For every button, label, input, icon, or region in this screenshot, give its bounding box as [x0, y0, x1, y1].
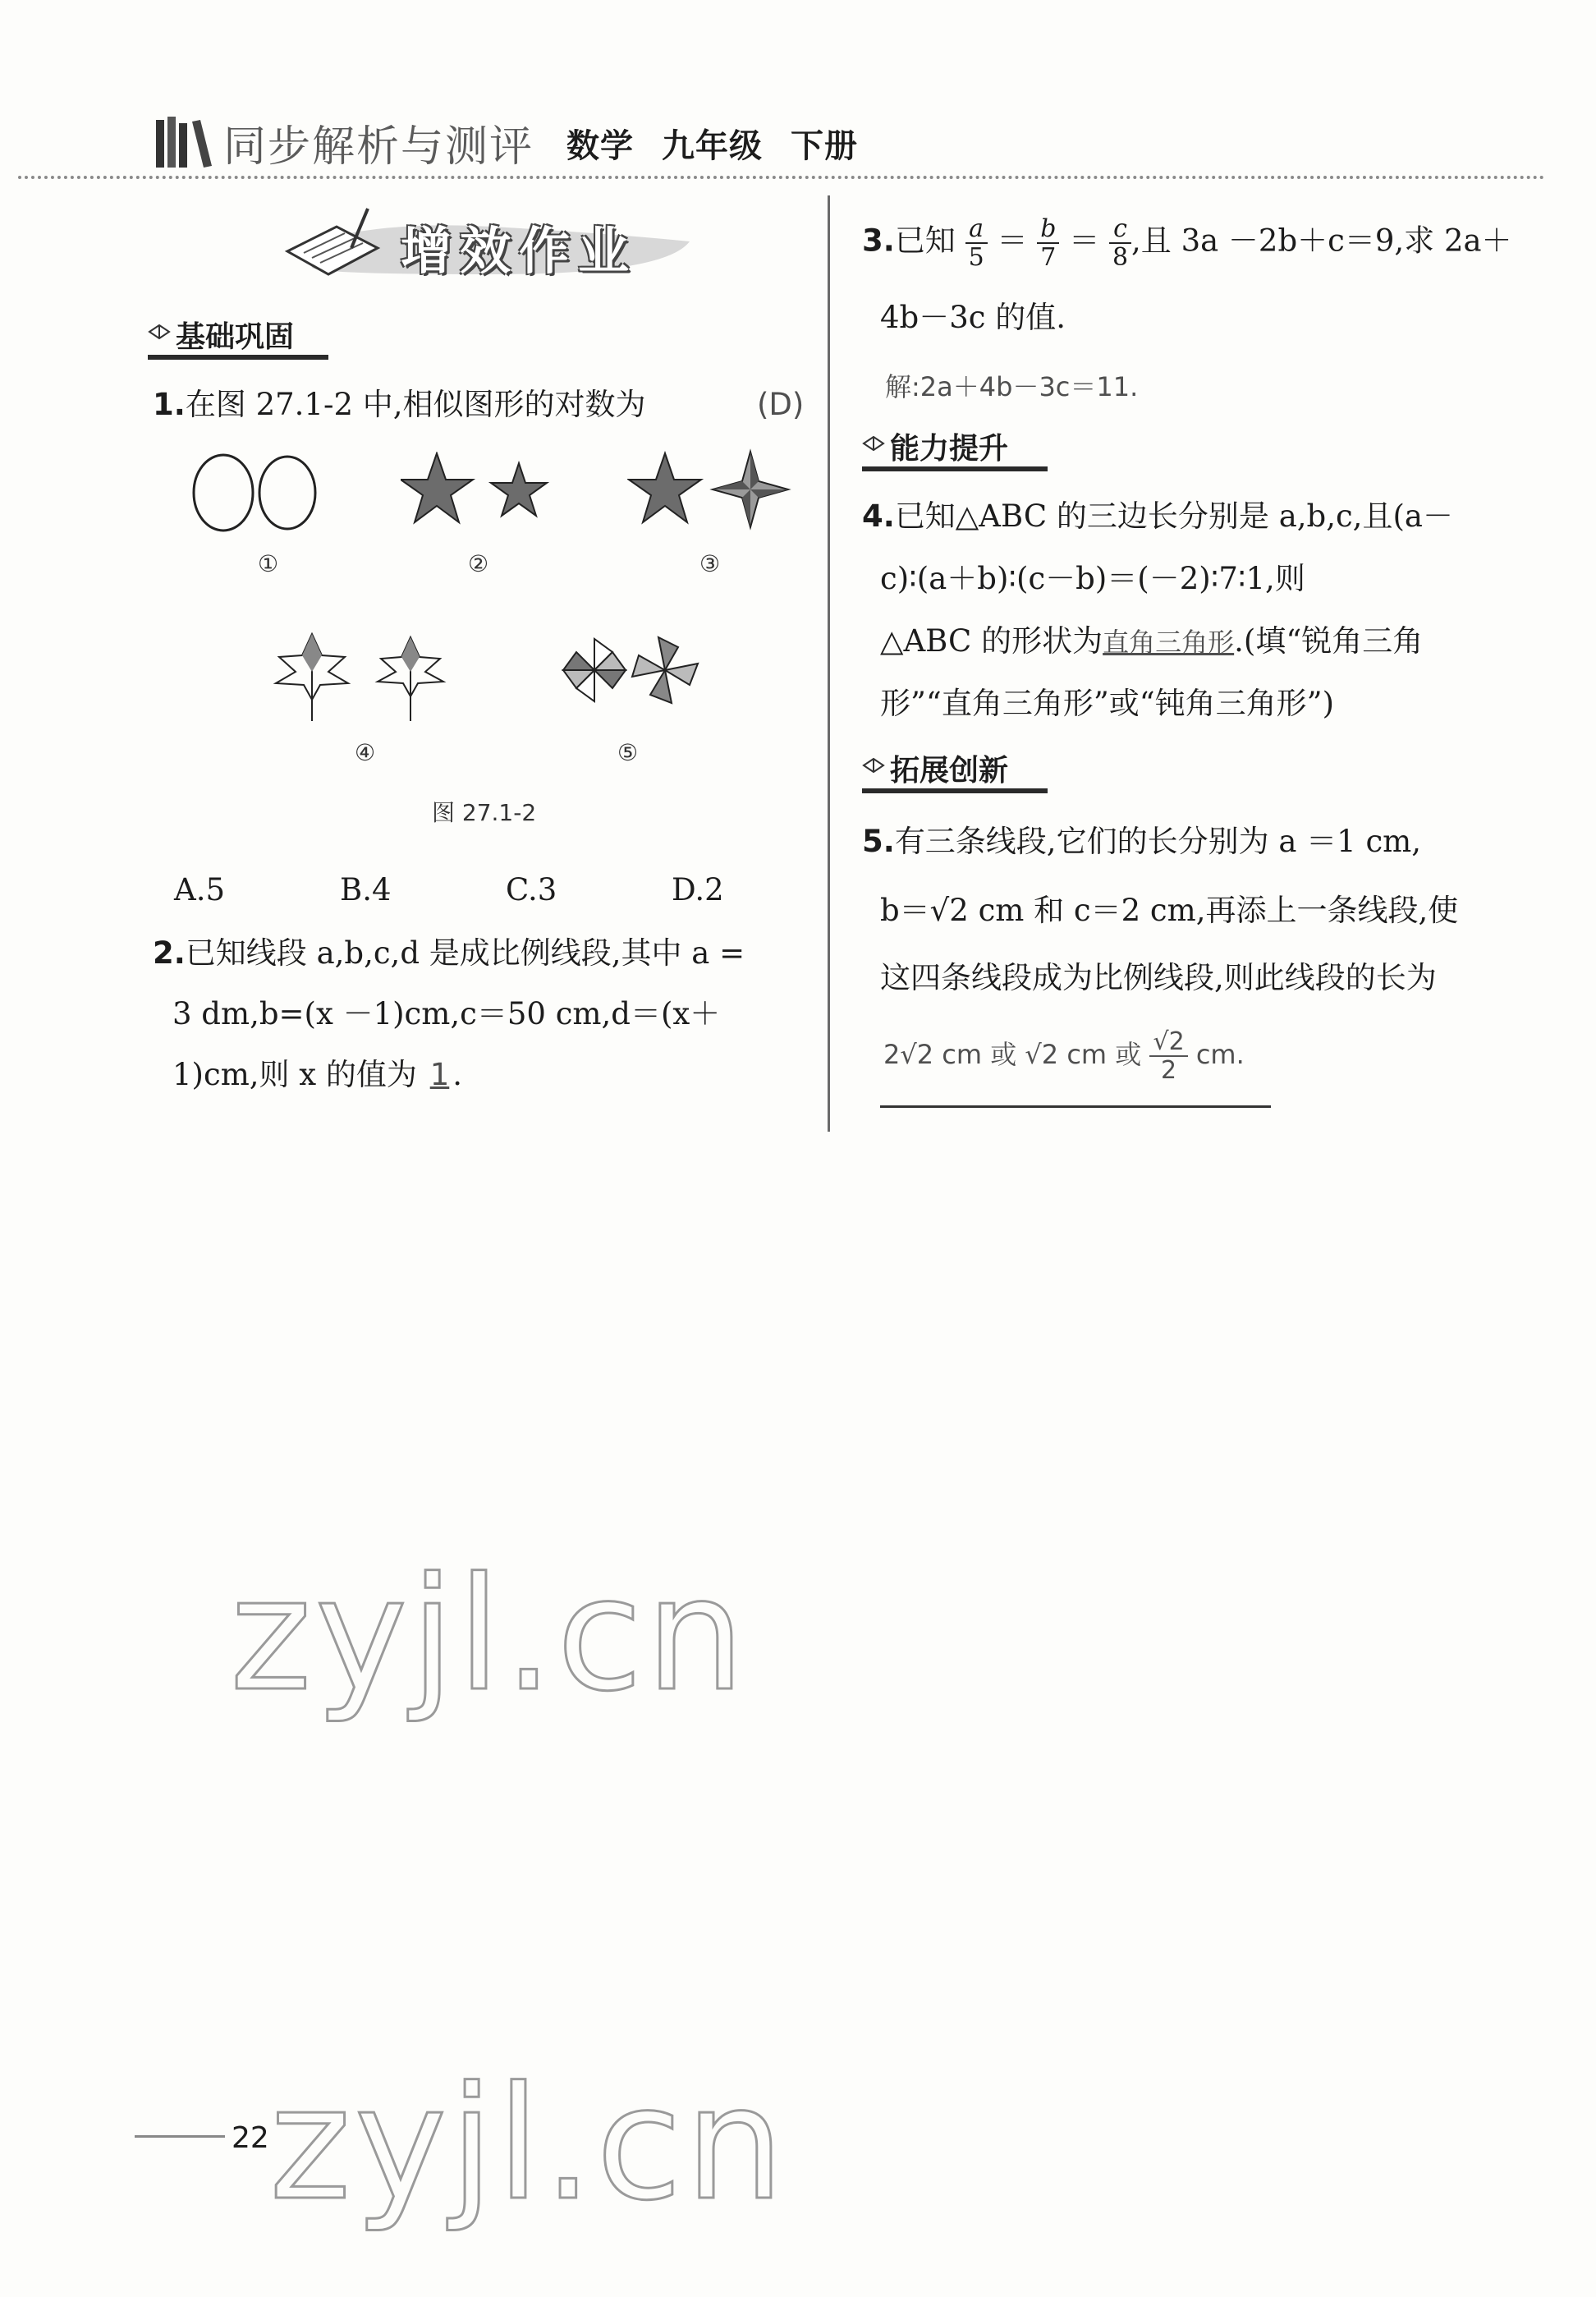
figure-label-4: ④ — [355, 739, 376, 766]
section-extend-title: 拓展创新 — [890, 754, 1009, 788]
question-4-text-1: 已知△ABC 的三边长分别是 a,b,c,且(a－ — [894, 498, 1453, 534]
answer-or-2: 或 — [1115, 1039, 1142, 1070]
question-3-text-pre: 已知 — [894, 223, 956, 259]
section-ability-underline — [862, 466, 1048, 471]
option-c: C.3 — [506, 872, 557, 907]
question-4-text-3b: .(填“锐角三角 — [1234, 623, 1424, 659]
section-book-icon — [862, 756, 885, 775]
question-4-line-3 — [880, 622, 1423, 660]
question-2-line-3 — [172, 1056, 462, 1094]
question-5-answer-line — [880, 1105, 1271, 1108]
question-1-text: 在图 27.1-2 中,相似图形的对数为 — [185, 387, 646, 422]
watermark-upper: zyjl.cn — [230, 1544, 749, 1725]
figure-caption: 图 27.1-2 — [432, 799, 537, 826]
question-4-line-1 — [862, 498, 1453, 535]
question-2-number: 2. — [153, 935, 186, 971]
answer-root2-over-2: $\frac{√2}{2}$ — [1149, 1028, 1187, 1084]
figure-4-leaves — [271, 631, 452, 723]
figure-label-3: ③ — [699, 550, 721, 577]
question-4-line-2: c)∶(a＋b)∶(c－b)＝(－2)∶7∶1,则 — [880, 561, 1305, 596]
question-5-line-3: 这四条线段成为比例线段,则此线段的长为 — [880, 960, 1437, 995]
question-2-line-2: 3 dm,b=(x －1)cm,c＝50 cm,d＝(x＋ — [172, 996, 721, 1031]
section-book-icon — [862, 434, 885, 453]
question-3-text-mid: ,且 3a －2b＋c＝9,求 2a＋ — [1131, 223, 1512, 259]
answer-root2: √2 cm — [1025, 1039, 1108, 1070]
question-3-line-2: 4b－3c 的值. — [880, 300, 1066, 335]
option-d: D.2 — [672, 872, 724, 907]
question-1 — [153, 386, 646, 424]
section-extend-underline — [862, 788, 1048, 793]
fraction-c-over-8: $\frac{c}{8}$ — [1109, 215, 1131, 271]
grade-label: 九年级 — [662, 127, 763, 165]
option-a: A.5 — [174, 872, 226, 907]
footer-rule — [135, 2135, 225, 2138]
question-4-line-4: 形”“直角三角形”或“钝角三角形”) — [880, 686, 1335, 721]
figure-label-1: ① — [258, 550, 279, 577]
question-5-text-1: 有三条线段,它们的长分别为 a ＝1 cm, — [894, 824, 1422, 859]
book-series-title: 同步解析与测评 — [223, 122, 534, 172]
figure-1-ovals — [190, 452, 322, 534]
question-2-text-3: 1)cm,则 x 的值为 — [172, 1057, 417, 1092]
fraction-a-over-5: $\frac{a}{5}$ — [965, 215, 988, 271]
question-5-line-2: b＝√2 cm 和 c＝2 cm,再添上一条线段,使 — [880, 893, 1459, 928]
question-2-text-1: 已知线段 a,b,c,d 是成比例线段,其中 a = — [185, 935, 745, 971]
figure-3-star-and-compass — [627, 448, 791, 531]
question-4-answer: 直角三角形 — [1103, 627, 1235, 658]
solution-text: 2a＋4b－3c＝11. — [920, 371, 1139, 402]
question-5-line-1 — [862, 823, 1421, 861]
subject-label: 数学 — [566, 127, 634, 165]
watermark-lower: zyjl.cn — [269, 2053, 788, 2235]
book-subtitle — [566, 120, 886, 167]
answer-or-1: 或 — [990, 1039, 1017, 1070]
question-4-text-3: △ABC 的形状为 — [880, 623, 1103, 659]
solution-label: 解: — [885, 371, 920, 402]
question-4-number: 4. — [862, 498, 895, 534]
page-number: 22 — [232, 2121, 269, 2155]
answer-unit: cm. — [1195, 1039, 1245, 1070]
section-basic-title: 基础巩固 — [176, 320, 295, 354]
volume-label: 下册 — [791, 127, 858, 165]
answer-2root2: 2√2 cm — [883, 1039, 983, 1070]
question-2-answer: 1 — [429, 1057, 450, 1092]
section-book-icon — [148, 322, 171, 342]
option-b: B.4 — [340, 872, 392, 907]
fraction-b-over-7: $\frac{b}{7}$ — [1037, 215, 1059, 271]
section-ability-title: 能力提升 — [890, 432, 1009, 466]
header-divider — [18, 176, 1545, 179]
question-5-number: 5. — [862, 824, 895, 859]
question-3-number: 3. — [862, 223, 895, 259]
section-basic-underline — [148, 355, 328, 360]
figure-label-5: ⑤ — [617, 739, 639, 766]
column-divider — [828, 195, 830, 1132]
question-2-period: . — [452, 1057, 463, 1092]
figure-2-stars — [401, 452, 552, 526]
figure-5-pinwheels — [562, 634, 701, 708]
question-2-line-1 — [153, 935, 745, 972]
question-1-number: 1. — [153, 387, 186, 422]
question-3-solution — [885, 366, 1138, 404]
figure-label-2: ② — [468, 550, 489, 577]
homework-banner-title: 增效作业 — [401, 221, 638, 281]
question-3-line-1: 3.已知 $\frac{a}{5}$ ＝ $\frac{b}{7}$ ＝ $\frac{c}{8}$ ,且 3a －2b＋c＝9,求 2a＋ — [862, 214, 1512, 272]
books-logo-icon — [154, 115, 213, 169]
question-1-answer: (D) — [757, 387, 805, 422]
question-5-answer — [883, 1028, 1245, 1084]
